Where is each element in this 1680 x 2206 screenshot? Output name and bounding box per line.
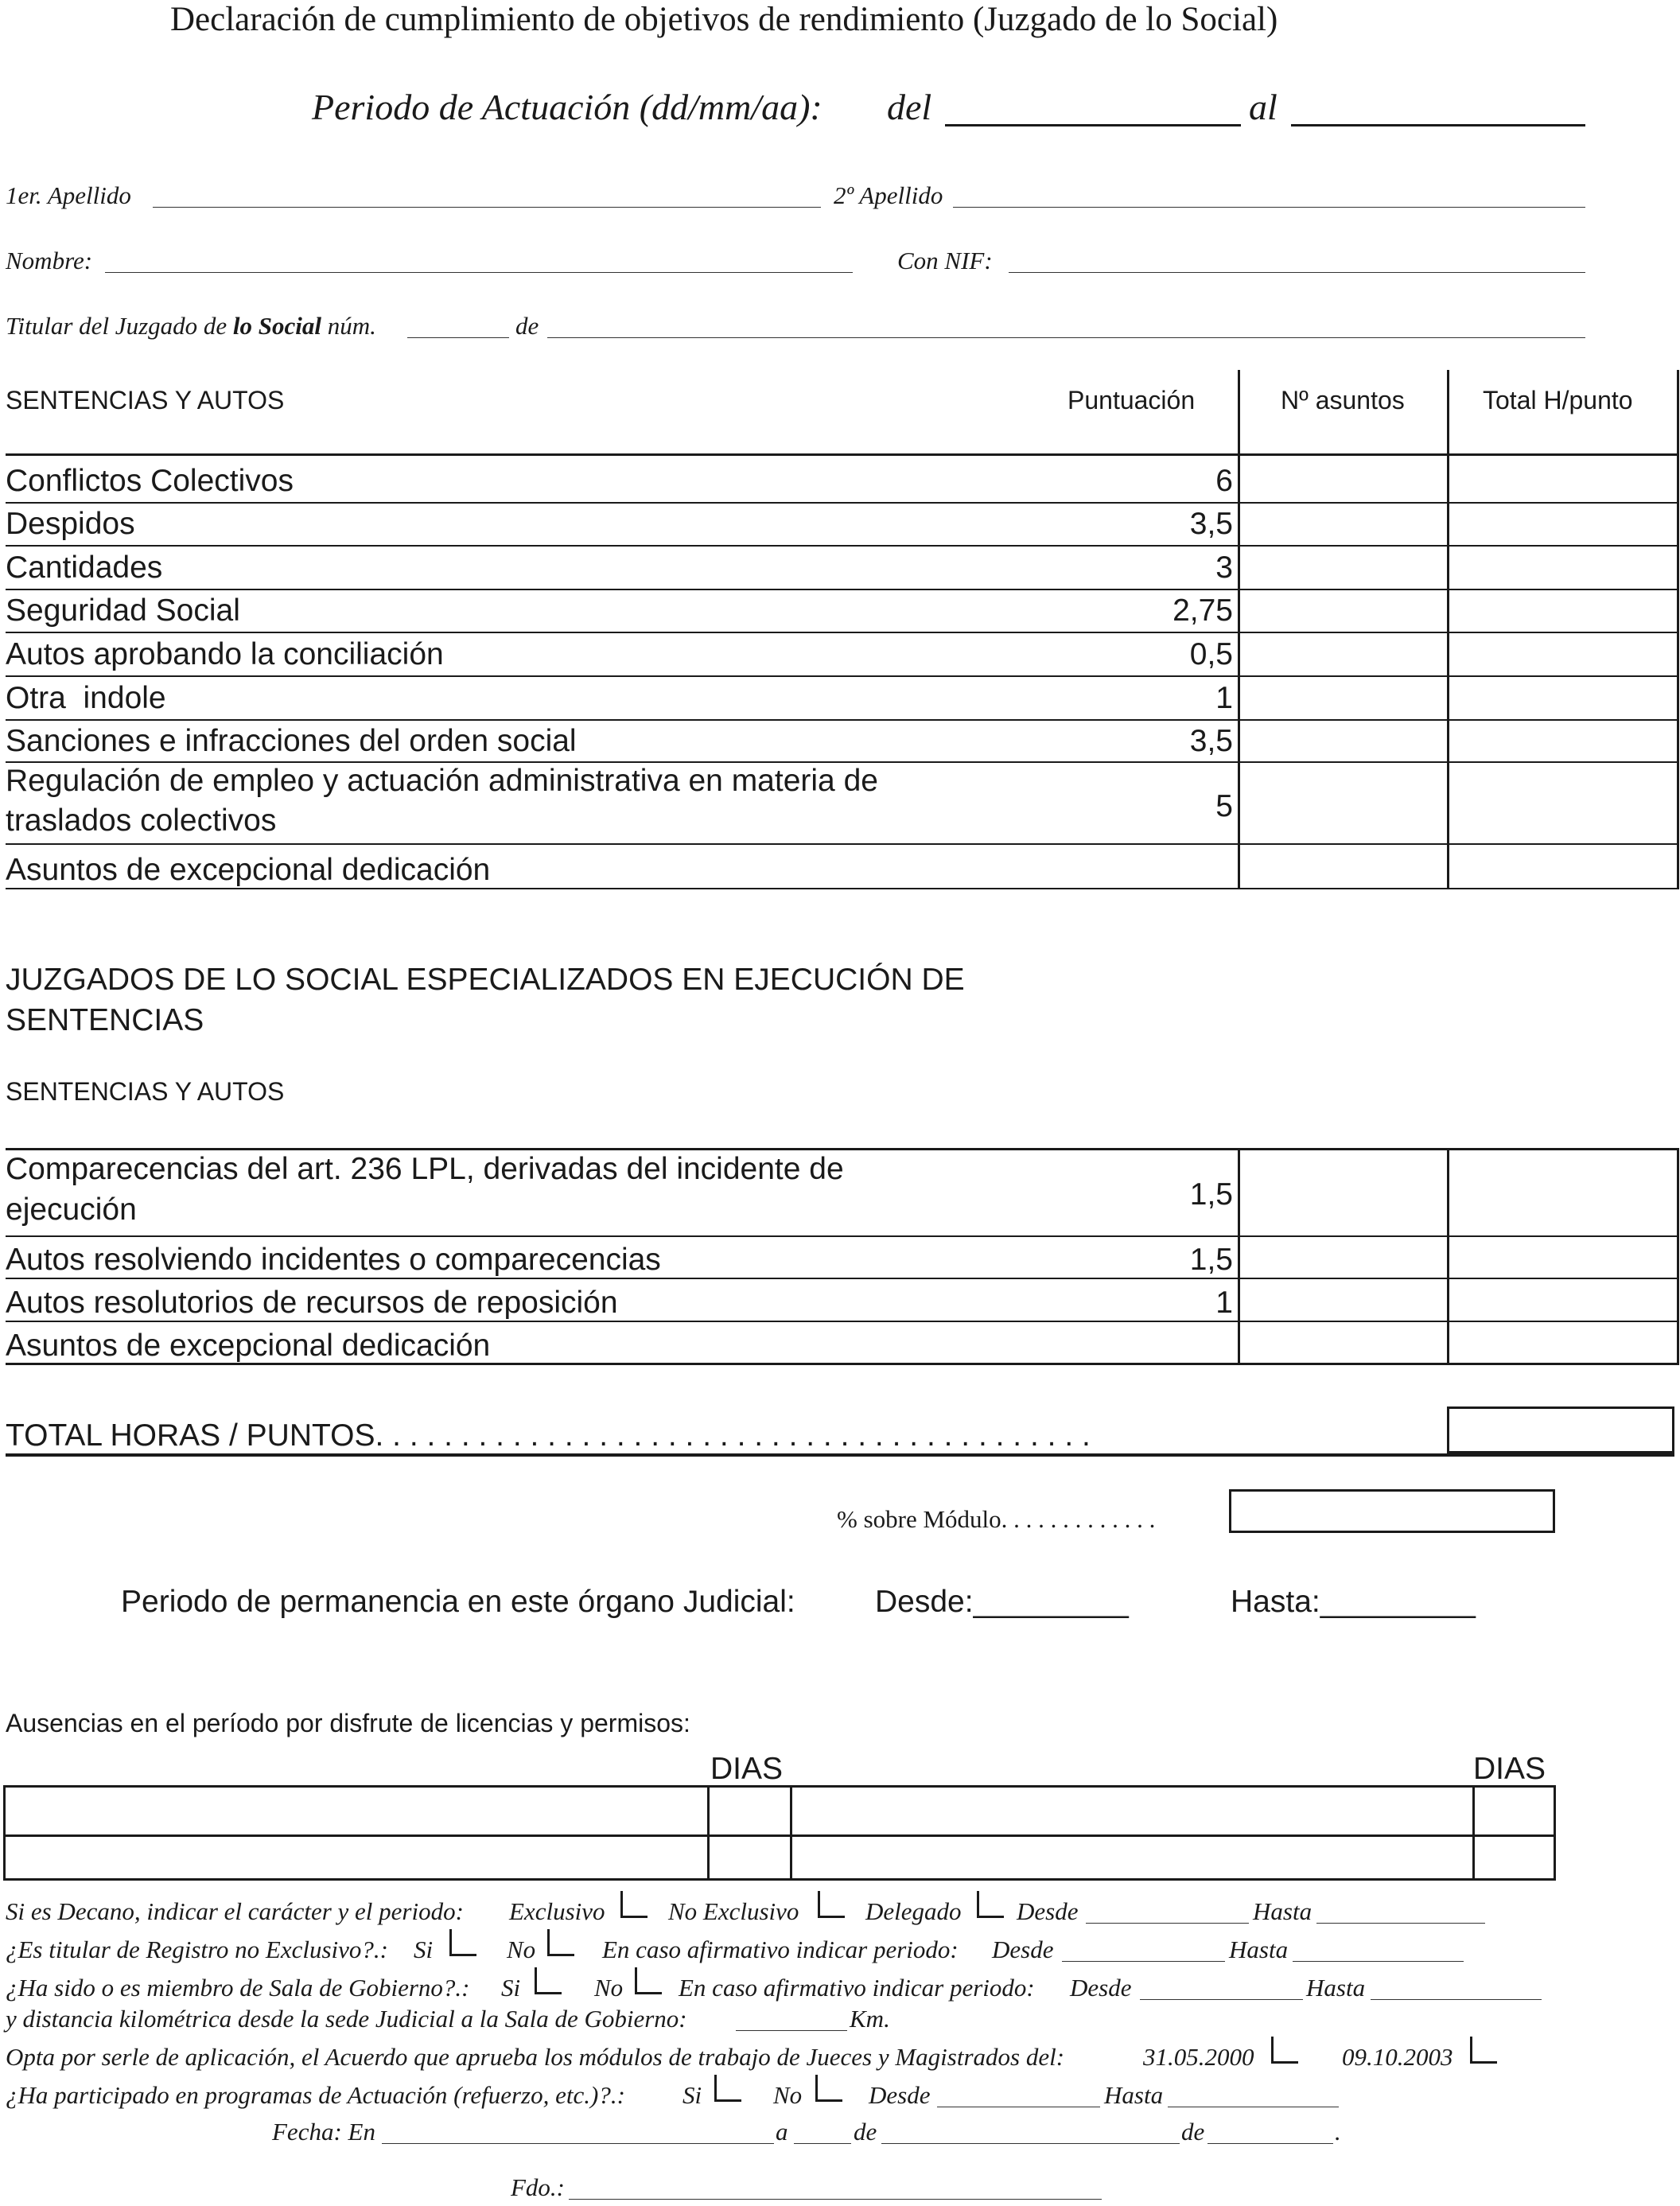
titular-bold: lo Social (232, 312, 321, 340)
fecha-de1-line[interactable] (881, 2143, 1180, 2144)
sala-si-label: Si (501, 1974, 521, 2002)
s1-header-rule (6, 453, 1679, 456)
ausencias-table (3, 1785, 1556, 1881)
s1-row-rule (6, 502, 1679, 504)
s1-row-rule (6, 761, 1679, 763)
s1-row-label: Despidos (6, 507, 135, 541)
sala-desde-line[interactable] (1140, 1999, 1303, 2000)
ausencias-dias-header-2: DIAS (1473, 1752, 1546, 1786)
sala-desde: Desde (1070, 1974, 1132, 2002)
titular-de-label: de (515, 312, 539, 340)
ausencias-dias-cell[interactable] (1476, 1837, 1552, 1878)
s1-col-divider-1 (1238, 370, 1240, 889)
s2-col-divider-1 (1238, 1148, 1240, 1364)
registro-no-label: No (507, 1936, 536, 1963)
section2-subheading: SENTENCIAS Y AUTOS (6, 1077, 285, 1106)
ausencias-col-2 (790, 1788, 792, 1878)
fecha-a-line[interactable] (794, 2143, 851, 2144)
s1-row-score: 1 (1215, 681, 1233, 715)
s2-col-divider-2 (1447, 1148, 1449, 1364)
titular-num: núm. (327, 312, 376, 340)
s2-row-label: Autos resolviendo incidentes o comparecencias (6, 1243, 661, 1277)
s2-row-rule (6, 1235, 1679, 1237)
section1-heading: SENTENCIAS Y AUTOS (6, 386, 285, 414)
programas-hasta: Hasta (1104, 2081, 1164, 2109)
ausencias-cell[interactable] (6, 1788, 706, 1834)
s1-col-divider-3 (1677, 370, 1679, 889)
modulo-box[interactable] (1229, 1489, 1555, 1533)
s2-row-rule (6, 1278, 1679, 1279)
registro-hasta: Hasta (1229, 1936, 1289, 1963)
registro-no-checkbox[interactable] (547, 1929, 571, 1953)
sala-no-checkbox[interactable] (635, 1967, 659, 1991)
decano-desde-line[interactable] (1086, 1923, 1249, 1924)
ausencias-col-1 (707, 1788, 710, 1878)
s1-row-score: 3 (1215, 551, 1233, 585)
registro-label: ¿Es titular de Registro no Exclusivo?.: (6, 1936, 388, 1963)
titular-de-line[interactable] (547, 337, 1585, 338)
s1-row-score: 3,5 (1189, 507, 1233, 541)
no-exclusivo-checkbox[interactable] (818, 1891, 842, 1915)
titular-pre: Titular del Juzgado de (6, 312, 228, 340)
period-del-line[interactable] (945, 124, 1241, 126)
sala-no-label: No (594, 1974, 624, 2002)
sala-hasta-line[interactable] (1371, 1999, 1542, 2000)
opta-date1-checkbox[interactable] (1271, 2037, 1295, 2060)
fecha-en-line[interactable] (382, 2143, 774, 2144)
s1-row-score: 3,5 (1189, 724, 1233, 758)
s2-row-label-line2: ejecución (6, 1192, 137, 1227)
total-horas-box[interactable] (1447, 1406, 1674, 1453)
sala-si-checkbox[interactable] (535, 1967, 558, 1991)
programas-no-label: No (773, 2081, 803, 2109)
total-horas-label: TOTAL HORAS / PUNTOS. . . . . . . . . . . . . . . . . . . . . . . . . . . . . . . . . . . . . . . . . . (6, 1418, 1091, 1453)
permanencia-label: Periodo de permanencia en este órgano Judicial: (121, 1585, 795, 1619)
s1-row-rule (6, 888, 1679, 889)
registro-si-label: Si (414, 1936, 434, 1963)
s1-row-rule (6, 632, 1679, 633)
opta-date1: 31.05.2000 (1143, 2043, 1254, 2071)
opta-label: Opta por serle de aplicación, el Acuerdo que aprueba los módulos de trabajo de Jueces y Magistrados del: (6, 2043, 1065, 2071)
s1-row-rule (6, 843, 1679, 845)
apellido2-line[interactable] (953, 207, 1585, 208)
no-exclusivo-label: No Exclusivo (668, 1897, 799, 1925)
registro-desde-line[interactable] (1062, 1961, 1225, 1962)
ausencias-dias-cell[interactable] (710, 1788, 788, 1834)
fdo-line[interactable] (569, 2199, 1102, 2200)
nombre-line[interactable] (105, 272, 853, 273)
s1-row-label-line1: Regulación de empleo y actuación administrativa en materia de (6, 764, 878, 798)
registro-desde: Desde (992, 1936, 1054, 1963)
fecha-en-label: Fecha: En (272, 2118, 375, 2146)
programas-no-checkbox[interactable] (815, 2075, 839, 2099)
registro-afirmativo: En caso afirmativo indicar periodo: (602, 1936, 959, 1963)
s2-col-divider-3 (1677, 1148, 1679, 1364)
s2-top-rule (6, 1148, 1679, 1150)
section2-heading-line2: SENTENCIAS (6, 1003, 204, 1037)
registro-si-checkbox[interactable] (449, 1929, 473, 1953)
decano-hasta: Hasta (1253, 1897, 1312, 1925)
s2-row-label: Autos resolutorios de recursos de reposición (6, 1286, 618, 1320)
page-title: Declaración de cumplimiento de objetivos de rendimiento (Juzgado de lo Social) (170, 1, 1278, 38)
s1-row-rule (6, 675, 1679, 677)
ausencias-cell[interactable] (793, 1788, 1471, 1834)
s1-col-divider-2 (1447, 370, 1449, 889)
s1-row-score: 5 (1215, 789, 1233, 823)
s1-row-label: Cantidades (6, 551, 163, 585)
ausencias-dias-header-1: DIAS (710, 1752, 784, 1786)
s2-row-score: 1 (1215, 1286, 1233, 1320)
permanencia-desde[interactable]: Desde:_________ (875, 1585, 1129, 1619)
fecha-a-label: a (776, 2118, 788, 2146)
programas-label: ¿Ha participado en programas de Actuación (refuerzo, etc.)?.: (6, 2081, 625, 2109)
s2-row-score: 1,5 (1189, 1177, 1233, 1212)
s1-row-label: Asuntos de excepcional dedicación (6, 853, 491, 887)
distancia-label: y distancia kilométrica desde la sede Judicial a la Sala de Gobierno: (6, 2005, 687, 2033)
col-asuntos-header: Nº asuntos (1281, 386, 1405, 414)
ausencias-col-3 (1472, 1788, 1475, 1878)
s2-row-rule (6, 1363, 1679, 1365)
programas-desde: Desde (869, 2081, 931, 2109)
sala-label: ¿Ha sido o es miembro de Sala de Gobierno?.: (6, 1974, 470, 2002)
titular-label (6, 312, 376, 340)
s2-row-rule (6, 1321, 1679, 1322)
ausencias-dias-cell[interactable] (710, 1837, 788, 1878)
s1-row-rule (6, 589, 1679, 590)
ausencias-cell[interactable] (6, 1837, 706, 1878)
s1-row-label: Sanciones e infracciones del orden social (6, 724, 577, 758)
apellido1-label: 1er. Apellido (6, 181, 131, 209)
nif-label: Con NIF: (897, 247, 993, 274)
fecha-de2-label: de (1181, 2118, 1205, 2146)
nif-line[interactable] (1009, 272, 1585, 273)
delegado-checkbox[interactable] (977, 1891, 1001, 1915)
s1-row-label: Autos aprobando la conciliación (6, 637, 444, 671)
s1-row-score: 0,5 (1189, 637, 1233, 671)
exclusivo-checkbox[interactable] (620, 1891, 644, 1915)
distancia-line[interactable] (736, 2030, 847, 2031)
nombre-label: Nombre: (6, 247, 93, 274)
ausencias-label: Ausencias en el período por disfrute de licencias y permisos: (6, 1709, 690, 1737)
decano-label: Si es Decano, indicar el carácter y el periodo: (6, 1897, 464, 1925)
decano-desde: Desde (1017, 1897, 1079, 1925)
opta-date2-checkbox[interactable] (1470, 2037, 1494, 2060)
s1-row-score: 6 (1215, 464, 1233, 498)
fecha-period: . (1335, 2118, 1341, 2146)
apellido2-label: 2º Apellido (834, 181, 943, 209)
decano-hasta-line[interactable] (1316, 1923, 1485, 1924)
fecha-de2-line[interactable] (1208, 2143, 1333, 2144)
period-al-line[interactable] (1291, 124, 1585, 126)
s1-row-label: Conflictos Colectivos (6, 464, 294, 498)
ausencias-cell[interactable] (793, 1837, 1471, 1878)
ausencias-dias-cell[interactable] (1476, 1788, 1552, 1834)
period-del-label: del (887, 87, 932, 127)
delegado-label: Delegado (865, 1897, 962, 1925)
s1-row-rule (6, 719, 1679, 721)
registro-hasta-line[interactable] (1293, 1961, 1464, 1962)
exclusivo-label: Exclusivo (509, 1897, 605, 1925)
section2-heading-line1: JUZGADOS DE LO SOCIAL ESPECIALIZADOS EN EJECUCIÓN DE (6, 963, 965, 997)
apellido1-line[interactable] (153, 207, 821, 208)
opta-date2: 09.10.2003 (1342, 2043, 1453, 2071)
s1-row-label: Seguridad Social (6, 593, 240, 628)
s2-row-label: Asuntos de excepcional dedicación (6, 1329, 491, 1363)
s2-row-score: 1,5 (1189, 1243, 1233, 1277)
s1-row-rule (6, 545, 1679, 547)
total-rule (6, 1453, 1674, 1457)
s1-row-score: 2,75 (1172, 593, 1233, 628)
sala-hasta: Hasta (1306, 1974, 1366, 2002)
s2-row-label-line1: Comparecencias del art. 236 LPL, derivadas del incidente de (6, 1152, 844, 1186)
distancia-km: Km. (850, 2005, 890, 2033)
fecha-de1-label: de (854, 2118, 877, 2146)
period-al-label: al (1249, 87, 1278, 127)
programas-si-checkbox[interactable] (714, 2075, 738, 2099)
titular-num-line[interactable] (407, 337, 509, 338)
period-label: Periodo de Actuación (dd/mm/aa): (312, 87, 822, 127)
permanencia-hasta[interactable]: Hasta:_________ (1231, 1585, 1476, 1619)
fdo-label: Fdo.: (511, 2173, 566, 2201)
programas-si-label: Si (682, 2081, 702, 2109)
s1-row-label-line2: traslados colectivos (6, 803, 277, 838)
col-puntuacion-header: Puntuación (1068, 386, 1196, 414)
col-total-header: Total H/punto (1483, 386, 1633, 414)
sala-afirmativo: En caso afirmativo indicar periodo: (679, 1974, 1035, 2002)
s1-row-label: Otra indole (6, 681, 166, 715)
modulo-label: % sobre Módulo. . . . . . . . . . . . . (837, 1505, 1156, 1533)
